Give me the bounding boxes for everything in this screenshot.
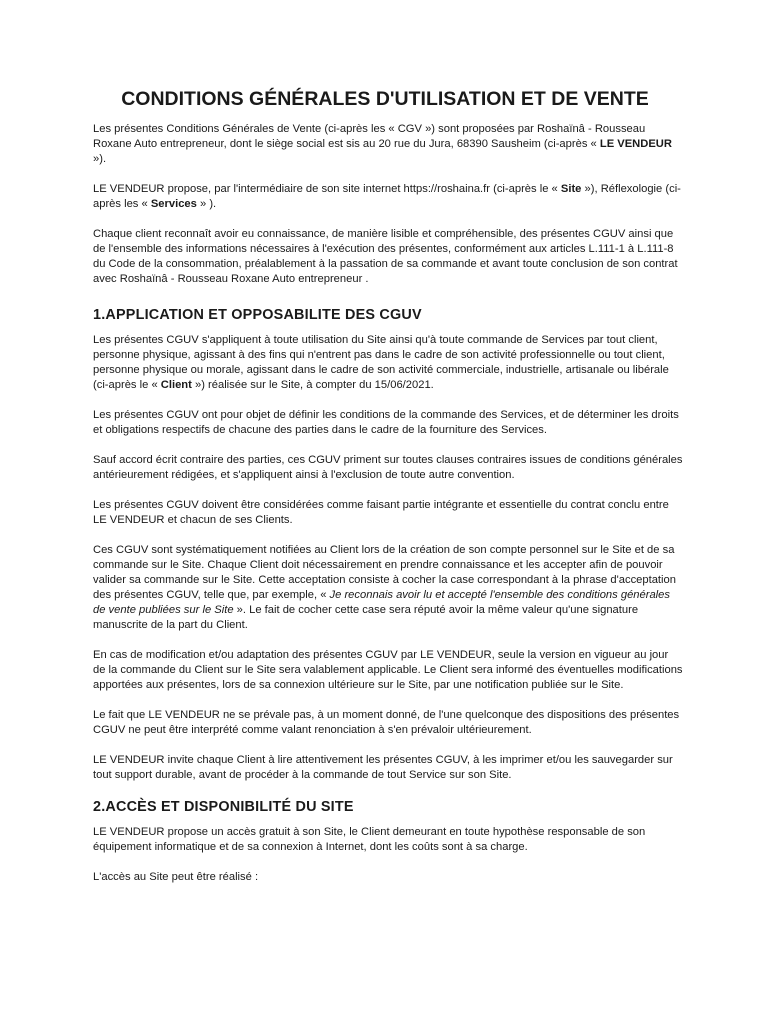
section-1-paragraph-7: Le fait que LE VENDEUR ne se prévale pas, à un moment donné, de l'une quelconque des dispositions des présentes CGUV ne peut être interprété comme valant renonciation à s'en prévaloir ultérieurement. [93,709,680,736]
section-1-paragraph-3: Sauf accord écrit contraire des parties, ces CGUV priment sur toutes clauses contraires issues de conditions générales antérieurement rédigées, et s'appliquent ainsi à l'exclusion de toute autre convention. [93,454,683,481]
section-1-paragraph-6: En cas de modification et/ou adaptation des présentes CGUV par LE VENDEUR, seule la version en vigueur au jour de la commande du Client sur le Site sera valablement applicable. Le Client sera informé des éventuelles modifications apportées aux présentes, lors de sa connexion ultérieure sur le Site, par une notification publiée sur le Site. [93,649,683,691]
intro-paragraph-2 [93,182,683,212]
text-run: » ). [196,198,217,210]
section-1-paragraph-8: LE VENDEUR invite chaque Client à lire attentivement les présentes CGUV, à les imprimer et/ou les sauvegarder sur tout support durable, avant de procéder à la commande de tout Service sur son Site. [93,754,673,781]
section-2-paragraph-2: L'accès au Site peut être réalisé : [93,871,259,883]
bold-term-site: Site [560,183,582,195]
intro-paragraph-3: Chaque client reconnaît avoir eu connaissance, de manière lisible et compréhensible, des présentes CGUV ainsi que de l'ensemble des informations nécessaires à l'exécution des présentes, conformément aux articles L.111-1 à L.111-8 du Code de la consommation, préalablement à la passation de sa commande et avant toute conclusion de son contrat avec Roshaïnâ - Rousseau Roxane Auto entrepreneur . [93,228,678,285]
section-1-paragraph-1 [93,333,683,393]
text-run: »). [93,153,107,165]
text-run: LE VENDEUR propose, par l'intermédiaire de son site internet https://roshaina.fr (ci-après le « [93,183,561,195]
intro-paragraph-1 [93,122,683,167]
text-run: »), Réflexologie (ci-après les « [93,183,681,210]
bold-term-services: Services [150,198,197,210]
document-body [93,122,683,900]
section-1-paragraph-5 [93,543,683,633]
section-2-heading: 2.ACCÈS ET DISPONIBILITÉ DU SITE [93,799,354,815]
section-1-heading: 1.APPLICATION ET OPPOSABILITE DES CGUV [93,307,422,323]
bold-term-vendeur: LE VENDEUR [599,138,672,150]
text-run: Les présentes CGUV s'appliquent à toute utilisation du Site ainsi qu'à toute commande de Services par tout client, personne physique, agissant à des fins qui n'entrent pas dans le cadre de son activité professionnelle ou tout client, personne physique ou morale, agissant dans le cadre de son activité commerciale, industrielle, artisanale ou libérale (ci-après le « [93,334,669,391]
text-run: Les présentes Conditions Générales de Vente (ci-après les « CGV ») sont proposées par Roshaïnâ - Rousseau Roxane Auto entrepreneur, dont le siège social est sis au 20 rue du Jura, 68390 Sausheim (ci-après « [93,123,646,150]
document-title: CONDITIONS GÉNÉRALES D'UTILISATION ET DE VENTE [121,88,649,110]
text-run: Ces CGUV sont systématiquement notifiées au Client lors de la création de son compte personnel sur le Site et de sa commande sur le Site. Chaque Client doit nécessairement en prendre connaissance et les accepter afin de pouvoir valider sa commande sur le Site. Cette acceptation consiste à cocher la case correspondant à la phrase d'acceptation des présentes CGUV, telle que, par exemple, « [93,544,676,601]
section-1-paragraph-4: Les présentes CGUV doivent être considérées comme faisant partie intégrante et essentielle du contrat conclu entre LE VENDEUR et chacun de ses Clients. [93,499,669,526]
bold-term-client: Client [160,379,192,391]
text-run: ») réalisée sur le Site, à compter du 15/06/2021. [191,379,434,391]
italic-acceptance-phrase: Je reconnais avoir lu et accepté l'ensemble des conditions générales de vente publiées sur le Site [93,589,670,616]
section-1-paragraph-2: Les présentes CGUV ont pour objet de définir les conditions de la commande des Services, et de déterminer les droits et obligations respectifs de chacune des parties dans le cadre de la fourniture des Services. [93,409,679,436]
text-run: ». Le fait de cocher cette case sera réputé avoir la même valeur qu'une signature manuscrite de la part du Client. [93,604,639,631]
section-2-paragraph-1: LE VENDEUR propose un accès gratuit à son Site, le Client demeurant en toute hypothèse responsable de son équipement informatique et de sa connexion à Internet, dont les coûts sont à sa charge. [93,826,646,853]
